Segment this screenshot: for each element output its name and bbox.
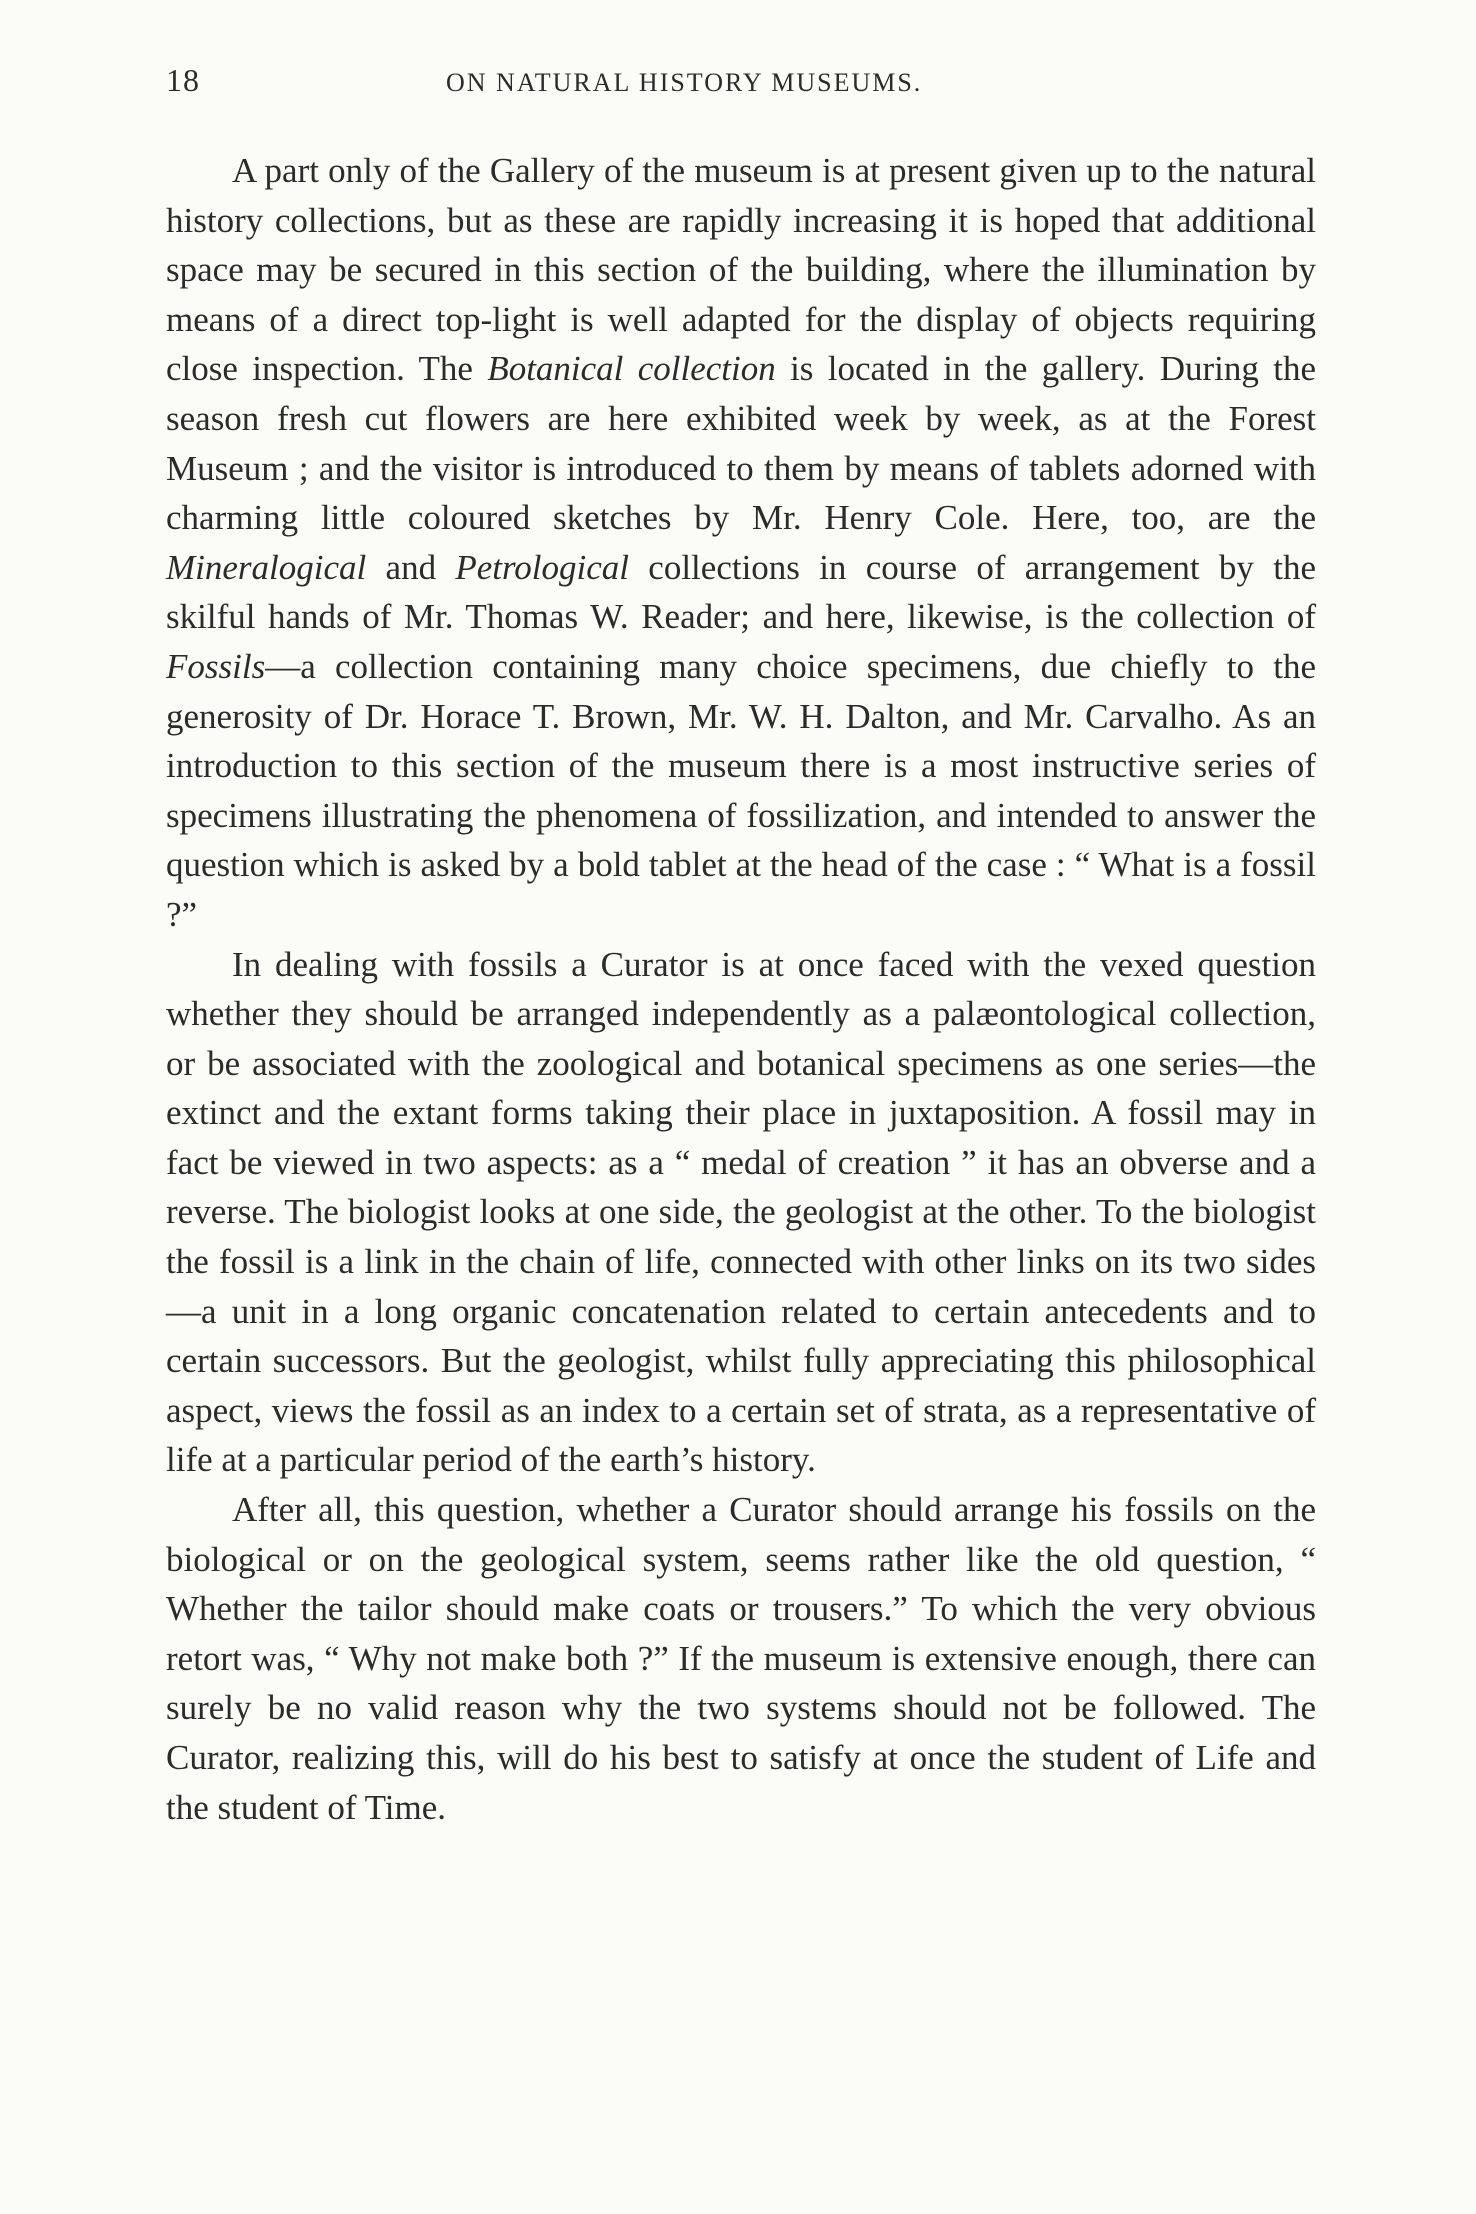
paragraph-3 bbox=[166, 1485, 1316, 1832]
text-segment: —a collection containing many choice specimens, due chiefly to the generosity of Dr. Horace T. Brown, Mr. W. H. Dalton, and Mr. Carvalho. As an introduction to this section of the museum there is a most instructive series of specimens illustrating the phenomena of fossilization, and intended to answer the question which is asked by a bold tablet at the head of the case : “ What is a fossil ?” bbox=[166, 646, 1316, 934]
text-segment-italic: Fossils bbox=[166, 646, 266, 686]
text-segment-italic: Petrological bbox=[455, 547, 630, 587]
text-segment-italic: Botanical collection bbox=[487, 349, 776, 389]
body-text bbox=[166, 146, 1316, 1832]
running-head: ON NATURAL HISTORY MUSEUMS. bbox=[446, 68, 923, 97]
page-header bbox=[166, 62, 1316, 102]
page-number: 18 bbox=[166, 62, 200, 98]
text-segment: After all, this question, whether a Curator should arrange his fossils on the biological or on the geological system, seems rather like the old question, “ Whether the tailor should make coats or trousers.” To which the very obvious retort was, “ Why not make both ?” If the museum is extensive enough, there can surely be no valid reason why the two systems should not be followed. The Curator, realizing this, will do his best to satisfy at once the student of Life and the student of Time. bbox=[166, 1490, 1316, 1827]
paragraph-1 bbox=[166, 146, 1316, 940]
text-segment-italic: Mineralogical bbox=[166, 547, 367, 587]
text-segment: and bbox=[366, 547, 456, 587]
paragraph-2 bbox=[166, 940, 1316, 1486]
text-segment: is located in the gallery. During the season fresh cut flowers are here exhibited week by week, as at the Forest Museum ; and the visitor is introduced to them by means of tablets adorned with charming little coloured sketches by Mr. Henry Cole. Here, too, are the bbox=[166, 349, 1316, 538]
text-segment: In dealing with fossils a Curator is at once faced with the vexed question whether they should be arranged independently as a palæontological collection, or be associated with the zoological and botanical specimens as one series—the extinct and the extant forms taking their place in juxtaposition. A fossil may in fact be viewed in two aspects: as a “ medal of creation ” it has an obverse and a reverse. The biologist looks at one side, the geologist at the other. To the biologist the fossil is a link in the chain of life, connected with other links on its two sides—a unit in a long organic concatenation related to certain antecedents and to certain successors. But the geologist, whilst fully appreciating this philosophical aspect, views the fossil as an index to a certain set of strata, as a representative of life at a particular period of the earth’s history. bbox=[166, 944, 1316, 1480]
text-segment: A part only of the Gallery of the museum is at present given up to the natural history collections, but as these are rapidly increasing it is hoped that additional space may be secured in this section of the building, where the illumination by means of a direct top-light is well adapted for the display of objects requiring close inspection. The bbox=[166, 151, 1316, 389]
text-segment: collections in course of arrangement by the skilful hands of Mr. Thomas W. Reader; and here, likewise, is the collection of bbox=[166, 547, 1316, 637]
